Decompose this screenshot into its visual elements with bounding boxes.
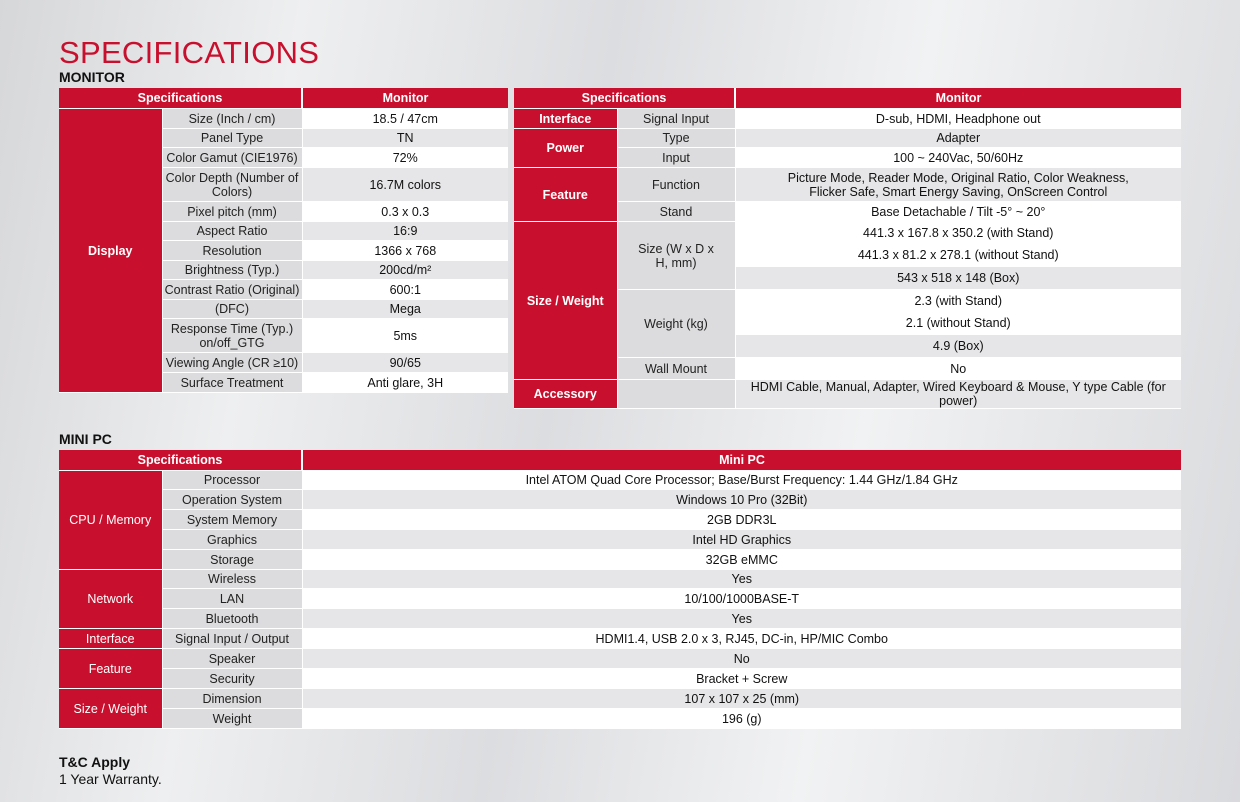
row-value: HDMI Cable, Manual, Adapter, Wired Keyboard & Mouse, Y type Cable (for power) bbox=[735, 380, 1181, 409]
row-value: 16.7M colors bbox=[302, 168, 508, 202]
col-header-specifications: Specifications bbox=[514, 88, 735, 109]
category-interface: Interface bbox=[59, 629, 162, 649]
row-label: Input bbox=[617, 148, 735, 168]
row-label: Processor bbox=[162, 471, 302, 490]
row-value: 2.3 (with Stand) bbox=[735, 290, 1181, 312]
row-label: Signal Input / Output bbox=[162, 629, 302, 649]
category-size-weight: Size / Weight bbox=[59, 689, 162, 729]
row-value: 5ms bbox=[302, 319, 508, 353]
category-feature: Feature bbox=[59, 649, 162, 689]
row-value: Bracket + Screw bbox=[302, 669, 1181, 689]
category-cpu-memory: CPU / Memory bbox=[59, 471, 162, 570]
row-value: 4.9 (Box) bbox=[735, 335, 1181, 358]
row-value: Intel HD Graphics bbox=[302, 530, 1181, 550]
row-label: Size (Inch / cm) bbox=[162, 109, 302, 129]
row-value: Intel ATOM Quad Core Processor; Base/Burst Frequency: 1.44 GHz/1.84 GHz bbox=[302, 471, 1181, 490]
monitor-feature-table bbox=[514, 88, 1181, 409]
row-value: 0.3 x 0.3 bbox=[302, 202, 508, 222]
row-label-size: Size (W x D x H, mm) bbox=[617, 222, 735, 290]
row-label: Resolution bbox=[162, 241, 302, 261]
row-label: Storage bbox=[162, 550, 302, 570]
row-label: Graphics bbox=[162, 530, 302, 550]
row-label: Stand bbox=[617, 202, 735, 222]
terms-title: T&C Apply bbox=[59, 754, 131, 770]
category-power: Power bbox=[514, 129, 617, 168]
row-label-weight: Weight (kg) bbox=[617, 290, 735, 358]
category-feature: Feature bbox=[514, 168, 617, 222]
col-header-specifications: Specifications bbox=[59, 450, 302, 471]
row-value: TN bbox=[302, 129, 508, 148]
row-label: Signal Input bbox=[617, 109, 735, 129]
row-label: Function bbox=[617, 168, 735, 202]
row-value: Yes bbox=[302, 570, 1181, 589]
row-label: LAN bbox=[162, 589, 302, 609]
row-value: 32GB eMMC bbox=[302, 550, 1181, 570]
row-label: Color Gamut (CIE1976) bbox=[162, 148, 302, 168]
row-label: Dimension bbox=[162, 689, 302, 709]
row-label: Weight bbox=[162, 709, 302, 729]
row-label-empty bbox=[617, 380, 735, 409]
row-label: System Memory bbox=[162, 510, 302, 530]
row-label: Panel Type bbox=[162, 129, 302, 148]
category-accessory: Accessory bbox=[514, 380, 617, 409]
row-label: Viewing Angle (CR ≥10) bbox=[162, 353, 302, 373]
row-value: 2GB DDR3L bbox=[302, 510, 1181, 530]
row-label: Security bbox=[162, 669, 302, 689]
row-label: Response Time (Typ.) on/off_GTG bbox=[162, 319, 302, 353]
row-label: Type bbox=[617, 129, 735, 148]
row-value: 107 x 107 x 25 (mm) bbox=[302, 689, 1181, 709]
category-display: Display bbox=[59, 109, 162, 393]
row-value: Adapter bbox=[735, 129, 1181, 148]
col-header-monitor: Monitor bbox=[735, 88, 1181, 109]
row-value: Yes bbox=[302, 609, 1181, 629]
row-value: No bbox=[735, 358, 1181, 380]
row-label: Wireless bbox=[162, 570, 302, 589]
row-value: 196 (g) bbox=[302, 709, 1181, 729]
category-interface: Interface bbox=[514, 109, 617, 129]
row-label: Pixel pitch (mm) bbox=[162, 202, 302, 222]
row-value: Base Detachable / Tilt -5° ~ 20° bbox=[735, 202, 1181, 222]
row-value: D-sub, HDMI, Headphone out bbox=[735, 109, 1181, 129]
row-value: 200cd/m² bbox=[302, 261, 508, 280]
row-value: 90/65 bbox=[302, 353, 508, 373]
category-network: Network bbox=[59, 570, 162, 629]
row-label: Brightness (Typ.) bbox=[162, 261, 302, 280]
col-header-specifications: Specifications bbox=[59, 88, 302, 109]
row-value: 18.5 / 47cm bbox=[302, 109, 508, 129]
row-value: No bbox=[302, 649, 1181, 669]
monitor-display-table bbox=[59, 88, 508, 393]
warranty-text: 1 Year Warranty. bbox=[59, 771, 162, 787]
row-value: 1366 x 768 bbox=[302, 241, 508, 261]
row-value: 72% bbox=[302, 148, 508, 168]
row-value: 100 ~ 240Vac, 50/60Hz bbox=[735, 148, 1181, 168]
row-value: 441.3 x 81.2 x 278.1 (without Stand) bbox=[735, 244, 1181, 267]
row-label: (DFC) bbox=[162, 300, 302, 319]
row-label: Operation System bbox=[162, 490, 302, 510]
row-value: Mega bbox=[302, 300, 508, 319]
row-value: 441.3 x 167.8 x 350.2 (with Stand) bbox=[735, 222, 1181, 244]
row-label: Speaker bbox=[162, 649, 302, 669]
row-value: HDMI1.4, USB 2.0 x 3, RJ45, DC-in, HP/MIC Combo bbox=[302, 629, 1181, 649]
row-label: Surface Treatment bbox=[162, 373, 302, 393]
category-size-weight: Size / Weight bbox=[514, 222, 617, 380]
row-value: 543 x 518 x 148 (Box) bbox=[735, 267, 1181, 290]
col-header-minipc: Mini PC bbox=[302, 450, 1181, 471]
row-value: 16:9 bbox=[302, 222, 508, 241]
monitor-section-title: MONITOR bbox=[59, 69, 125, 85]
col-header-monitor: Monitor bbox=[302, 88, 508, 109]
row-value: 2.1 (without Stand) bbox=[735, 312, 1181, 335]
row-value: Windows 10 Pro (32Bit) bbox=[302, 490, 1181, 510]
row-value: Picture Mode, Reader Mode, Original Ratio, Color Weakness, Flicker Safe, Smart Energy Saving, OnScreen Control bbox=[735, 168, 1181, 202]
row-value: Anti glare, 3H bbox=[302, 373, 508, 393]
row-label: Bluetooth bbox=[162, 609, 302, 629]
row-value: 10/100/1000BASE-T bbox=[302, 589, 1181, 609]
page-title: SPECIFICATIONS bbox=[59, 34, 320, 70]
minipc-section-title: MINI PC bbox=[59, 431, 112, 447]
row-label: Wall Mount bbox=[617, 358, 735, 380]
minipc-table bbox=[59, 450, 1181, 729]
row-label: Color Depth (Number of Colors) bbox=[162, 168, 302, 202]
row-value: 600:1 bbox=[302, 280, 508, 300]
row-label: Contrast Ratio (Original) bbox=[162, 280, 302, 300]
row-label: Aspect Ratio bbox=[162, 222, 302, 241]
